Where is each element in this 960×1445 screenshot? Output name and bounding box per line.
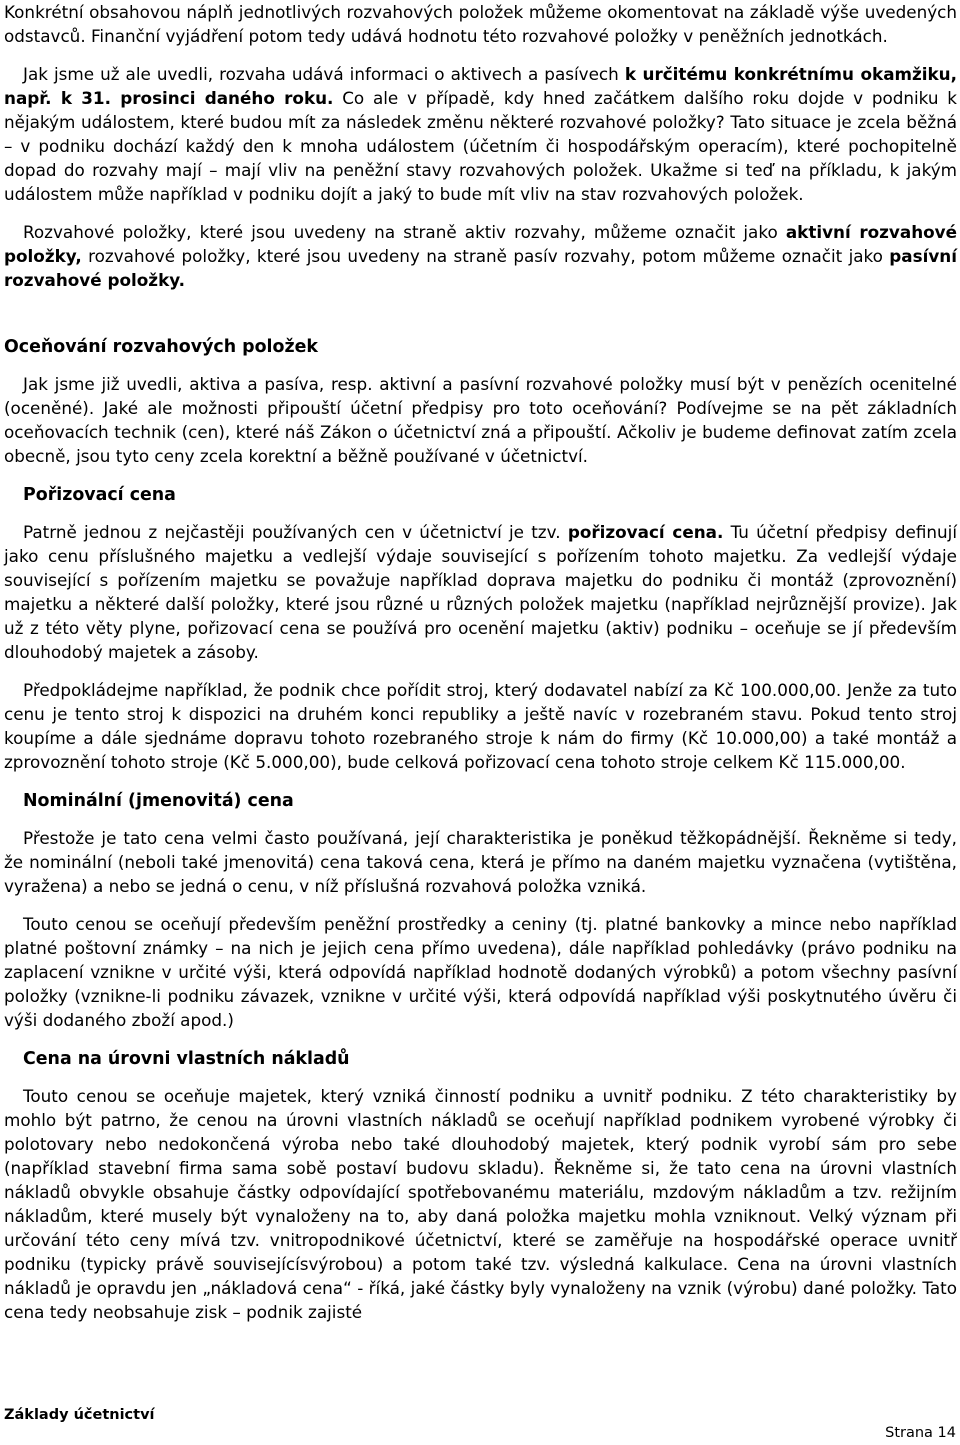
paragraph-ocenovani: Jak jsme již uvedli, aktiva a pasíva, resp. aktivní a pasívní rozvahové položky musí být v penězích ocenitelné (oceněné). Jaké ale možnosti připouští účetní předpisy pro toto oceňování? Podívejme se na pět základních oceňovacích technik (cen), které náš Zákon o účetnictví zná a připouští. Ačkoliv je budeme definovat zatím zcela obecně, jsou tyto ceny zcela korektní a běžně používané v účetnictví. <box>4 374 957 466</box>
heading-nominalni-cena: Nominální (jmenovitá) cena <box>23 791 294 811</box>
paragraph-nominalni-cena: Přestože je tato cena velmi často používaná, její charakteristika je poněkud těžkopádnější. Řekněme si tedy, že nominální (neboli také jmenovitá) cena taková cena, která je přímo na daném majetku vyznačena (vytištěna, vyražena) a nebo se jedná o cenu, v níž příslušná rozvahová položka vzniká. <box>4 828 957 896</box>
paragraph-priklad-stroj: Předpokládejme například, že podnik chce pořídit stroj, který dodavatel nabízí za Kč 100.000,00. Jenže za tuto cenu je tento stroj k dispozici na druhém konci republiky a ještě navíc v rozebraném stavu. Pokud tento stroj koupíme a dále sjednáme dopravu tohoto rozebraného stroje k nám do firmy (Kč 10.000,00) a také montáž a zprovoznění tohoto stroje (Kč 5.000,00), bude celková pořizovací cena tohoto stroje celkem Kč 115.000,00. <box>4 680 957 772</box>
heading-ocenovani: Oceňování rozvahových položek <box>4 337 318 357</box>
page-footer <box>4 1405 956 1445</box>
page-number: Strana 14 <box>885 1425 956 1441</box>
paragraph-nominalni-pouziti: Touto cenou se oceňují především peněžní prostředky a ceniny (tj. platné bankovky a mince nebo například platné poštovní známky – na nich je jejich cena přímo uvedena), dále například pohledávky (právo podniku na zaplacení vznikne v určité výši, která odpovídá například hodnotě dodaných výrobků) a potom všechny pasívní položky (vzniknе-li podniku závazek, vznikne v určité výši, která odpovídá například výši poskytnutého úvěru či výši dodaného zboží apod.) <box>4 914 957 1030</box>
heading-porizovaci-cena: Pořizovací cena <box>23 485 176 505</box>
document-page <box>4 0 957 1324</box>
paragraph-porizovaci-cena: Patrně jednou z nejčastěji používaných cen v účetnictví je tzv. pořizovací cena. Tu účetní předpisy definují jako cenu příslušného majetku a vedlejší výdaje související s pořízením tohoto majetku. Za vedlejší výdaje související s pořízením majetku se považuje například doprava majetku do podniku či montáž (zprovoznění) majetku a některé další položky, které jsou různé u různých položek majetku (například nejrůznější provize). Jak už z této věty plyne, pořizovací cena se používá pro ocenění majetku (aktiv) podniku – oceňuje se jí především dlouhodobý majetek a zásoby. <box>4 522 957 662</box>
paragraph-aktivni-pasivni: Rozvahové položky, které jsou uvedeny na straně aktiv rozvahy, můžeme označit jako aktivní rozvahové položky, rozvahové položky, které jsou uvedeny na straně pasív rozvahy, potom můžeme označit jako pasívní rozvahové položky. <box>4 222 957 290</box>
heading-vlastni-naklady: Cena na úrovni vlastních nákladů <box>23 1049 350 1069</box>
paragraph-rozvaha-okamzik: Jak jsme už ale uvedli, rozvaha udává informaci o aktivech a pasívech k určitému konkrétnímu okamžiku, např. k 31. prosinci daného roku. Co ale v případě, kdy hned začátkem dalšího roku dojde v podniku k nějakým událostem, které budou mít za následek změnu některé rozvahové položky? Tato situace je zcela běžná – v podniku dochází každý den k mnoha událostem (účetním či hospodářským operacím), které pochopitelně dopad do rozvahy mají – mají vliv na peněžní stavy rozvahových položek. Ukažme si teď na příkladu, k jakým událostem může například v podniku dojít a jaký to bude mít vliv na stav rozvahových položek. <box>4 64 958 204</box>
paragraph-vlastni-naklady: Touto cenou se oceňuje majetek, který vzniká činností podniku a uvnitř podniku. Z této charakteristiky by mohlo být patrno, že cenou na úrovni vlastních nákladů se oceňují například podnikem vyrobené výrobky či polotovary nebo nedokončená výroba nebo také dlouhodobý majetek, který podnik vyrobí sám pro sebe (například stavební firma sama sobě postaví budovu skladu). Řekněme si, že tato cena na úrovni vlastních nákladů obvykle obsahuje částky odpovídající spotřebovanému materiálu, mzdovým nákladům a tzv. režijním nákladům, které musely být vynaloženy na to, aby daná položka majetku mohla vzniknout. Velký význam při určování této ceny mívá tzv. vnitropodnikové účetnictví, které se zaměřuje na hospodářské operace uvnitř podniku (typicky právě souvisejícísvýrobou) a potom také tzv. výsledná kalkulace. Cena na úrovni vlastních nákladů je opravdu jen „nákladová cena“ - říká, jaké částky byly vynaloženy na vznik (výrobu) dané položky. Tato cena tedy neobsahuje zisk – podnik zajisté <box>4 1086 957 1322</box>
paragraph-intro: Konkrétní obsahovou náplň jednotlivých rozvahových položek můžeme okomentovat na základě výše uvedených odstavců. Finanční vyjádření potom tedy udává hodnotu této rozvahové položky v peněžních jednotkách. <box>4 2 957 46</box>
footer-title: Základy účetnictví <box>4 1407 155 1423</box>
